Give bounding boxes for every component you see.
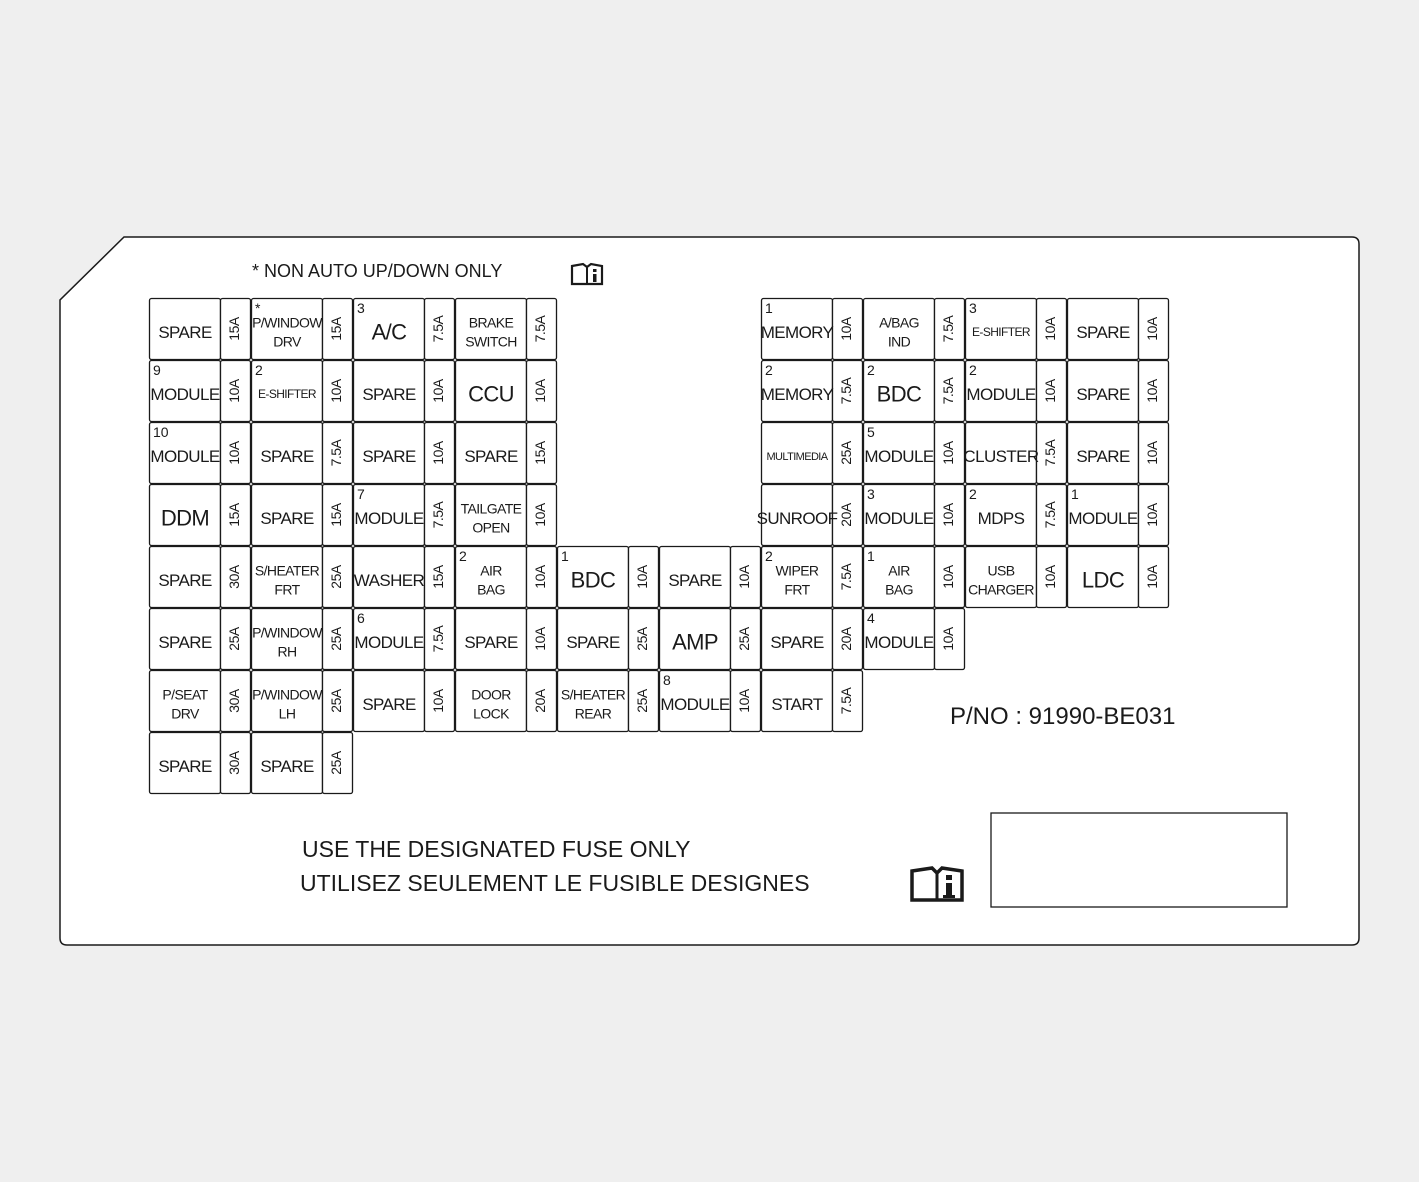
fuse-name-label: S/HEATER — [254, 562, 320, 579]
fuse-amperage-label: 7.5A — [532, 315, 549, 343]
fuse-amperage-label: 25A — [328, 689, 345, 713]
fuse-name-label: SPARE — [260, 756, 314, 776]
fuse-slot — [252, 485, 353, 546]
fuse-name-label: RH — [277, 643, 297, 660]
fuse-slot — [762, 423, 863, 484]
fuse-amperage-label: 20A — [838, 627, 855, 651]
fuse-index-number: 3 — [969, 300, 977, 316]
fuse-index-number: 2 — [969, 362, 977, 378]
fuse-name-label: LOCK — [473, 705, 509, 722]
fuse-index-number: * — [255, 300, 261, 316]
fuse-amperage-label: 25A — [226, 627, 243, 651]
fuse-amperage-label: 25A — [634, 689, 651, 713]
fuse-name-label: BAG — [477, 581, 505, 598]
fuse-name-label: DOOR — [471, 686, 511, 703]
fuse-amperage-label: 20A — [838, 503, 855, 527]
fuse-slot — [558, 671, 659, 732]
fuse-name-label: SPARE — [158, 756, 212, 776]
fuse-name-label: LDC — [1081, 567, 1125, 593]
fuse-slot — [660, 547, 761, 608]
fuse-name-label: AMP — [672, 629, 718, 655]
fuse-amperage-label: 10A — [328, 379, 345, 403]
fuse-name-label: SUNROOF — [756, 508, 838, 528]
fuse-slot — [252, 671, 353, 732]
fuse-slot — [1068, 361, 1169, 422]
fuse-amperage-label: 10A — [430, 441, 447, 465]
fuse-slot — [864, 299, 965, 360]
fuse-index-number: 1 — [1071, 486, 1079, 502]
fuse-amperage-label: 10A — [1144, 565, 1161, 589]
fuse-index-number: 2 — [255, 362, 263, 378]
fuse-name-label: P/SEAT — [162, 686, 208, 703]
fuse-name-label: MEMORY — [760, 322, 834, 342]
fuse-amperage-label: 10A — [940, 565, 957, 589]
fuse-amperage-label: 10A — [1042, 379, 1059, 403]
fuse-amperage-label: 15A — [226, 317, 243, 341]
fuse-slot — [966, 485, 1067, 546]
fuse-name-label: SPARE — [362, 446, 416, 466]
fuse-slot — [456, 423, 557, 484]
part-number: P/NO : 91990-BE031 — [950, 703, 1176, 730]
fuse-slot — [966, 361, 1067, 422]
fuse-amperage-label: 30A — [226, 751, 243, 775]
fuse-index-number: 6 — [357, 610, 365, 626]
fuse-name-label: MODULE — [150, 446, 220, 466]
fuse-name-label: BRAKE — [468, 314, 514, 331]
fuse-name-label: SPARE — [566, 632, 620, 652]
fuse-name-label: A/BAG — [879, 314, 919, 331]
fuse-name-label: BDC — [570, 567, 616, 593]
fuse-slot — [762, 609, 863, 670]
fuse-slot — [456, 485, 557, 546]
fuse-amperage-label: 25A — [736, 627, 753, 651]
fuse-name-label: P/WINDOW — [252, 314, 322, 331]
fuse-name-label: MULTIMEDIA — [766, 450, 828, 463]
fuse-index-number: 4 — [867, 610, 875, 626]
fuse-name-label: SPARE — [158, 632, 212, 652]
fuse-name-label: SPARE — [668, 570, 722, 590]
fuse-name-label: FRT — [784, 581, 810, 598]
fuse-slot — [757, 485, 863, 546]
fuse-amperage-label: 7.5A — [430, 625, 447, 653]
fuse-name-label: SPARE — [1076, 322, 1130, 342]
non-auto-note: * NON AUTO UP/DOWN ONLY — [252, 261, 503, 281]
fuse-name-label: MODULE — [864, 632, 934, 652]
fuse-name-label: E-SHIFTER — [258, 387, 316, 402]
fuse-amperage-label: 10A — [940, 503, 957, 527]
fuse-slot — [252, 547, 353, 608]
fuse-amperage-label: 30A — [226, 565, 243, 589]
fuse-slot — [558, 547, 659, 608]
fuse-name-label: BDC — [876, 381, 922, 407]
fuse-amperage-label: 7.5A — [940, 377, 957, 405]
fuse-amperage-label: 25A — [328, 627, 345, 651]
fuse-name-label: P/WINDOW — [252, 686, 322, 703]
fuse-name-label: AIR — [480, 562, 502, 579]
fuse-amperage-label: 25A — [634, 627, 651, 651]
fuse-name-label: CCU — [468, 381, 514, 407]
fuse-name-label: LH — [278, 705, 296, 722]
fuse-slot — [864, 423, 965, 484]
fuse-name-label: OPEN — [472, 519, 510, 536]
fuse-slot — [761, 299, 863, 360]
fuse-amperage-label: 10A — [1144, 317, 1161, 341]
fuse-slot — [1068, 547, 1169, 608]
fuse-slot — [966, 299, 1067, 360]
fuse-amperage-label: 10A — [532, 627, 549, 651]
fuse-amperage-label: 10A — [1144, 503, 1161, 527]
fuse-amperage-label: 7.5A — [1042, 439, 1059, 467]
fuse-amperage-label: 10A — [532, 503, 549, 527]
fuse-slot — [762, 671, 863, 732]
fuse-amperage-label: 7.5A — [838, 377, 855, 405]
fuse-name-label: P/WINDOW — [252, 624, 322, 641]
fuse-slot — [1068, 299, 1169, 360]
fuse-slot — [150, 361, 251, 422]
fuse-slot — [660, 671, 761, 732]
fuse-name-label: DRV — [171, 705, 199, 722]
fuse-slot — [354, 423, 455, 484]
fuse-amperage-label: 7.5A — [940, 315, 957, 343]
fuse-amperage-label: 10A — [736, 565, 753, 589]
fuse-index-number: 7 — [357, 486, 365, 502]
fuse-amperage-label: 10A — [736, 689, 753, 713]
fuse-name-label: WIPER — [775, 562, 819, 579]
fuse-slot — [456, 361, 557, 422]
fuse-name-label: MODULE — [1068, 508, 1138, 528]
fuse-slot — [456, 671, 557, 732]
fuse-name-label: MDPS — [977, 508, 1025, 528]
fuse-slot — [150, 299, 251, 360]
footer-line-french: UTILISEZ SEULEMENT LE FUSIBLE DESIGNES — [300, 870, 810, 896]
fuse-name-label: REAR — [574, 705, 612, 722]
fuse-amperage-label: 10A — [940, 627, 957, 651]
fuse-name-label: TAILGATE — [460, 500, 522, 517]
fuse-amperage-label: 15A — [430, 565, 447, 589]
fuse-name-label: WASHER — [353, 570, 425, 590]
fuse-amperage-label: 10A — [940, 441, 957, 465]
fuse-index-number: 5 — [867, 424, 875, 440]
fuse-name-label: AIR — [888, 562, 910, 579]
fuse-slot — [150, 671, 251, 732]
fuse-name-label: SPARE — [1076, 446, 1130, 466]
fuse-name-label: E-SHIFTER — [972, 325, 1030, 340]
fuse-amperage-label: 25A — [328, 565, 345, 589]
fuse-amperage-label: 10A — [1042, 565, 1059, 589]
fuse-name-label: SPARE — [260, 508, 314, 528]
fuse-amperage-label: 7.5A — [1042, 501, 1059, 529]
fuse-slot — [963, 423, 1066, 484]
fuse-slot — [864, 547, 965, 608]
fuse-slot — [252, 609, 353, 670]
fuse-amperage-label: 7.5A — [328, 439, 345, 467]
fuse-amperage-label: 10A — [1144, 379, 1161, 403]
fuse-index-number: 3 — [867, 486, 875, 502]
fuse-name-label: CLUSTER — [963, 446, 1039, 466]
fuse-slot — [456, 299, 557, 360]
fuse-name-label: BAG — [885, 581, 913, 598]
fuse-name-label: MODULE — [864, 508, 934, 528]
fuse-name-label: DRV — [273, 333, 301, 350]
fuse-slot — [354, 485, 455, 546]
fuse-slot — [966, 547, 1067, 608]
fuse-slot — [864, 485, 965, 546]
fuse-amperage-label: 20A — [532, 689, 549, 713]
fuse-amperage-label: 7.5A — [838, 563, 855, 591]
fuse-slot — [864, 361, 965, 422]
fuse-amperage-label: 7.5A — [430, 315, 447, 343]
fuse-slot — [150, 733, 251, 794]
fuse-slot — [558, 609, 659, 670]
fuse-slot — [252, 299, 353, 360]
fuse-slot — [150, 485, 251, 546]
fuse-slot — [1068, 485, 1169, 546]
fuse-slot — [354, 361, 455, 422]
fuse-name-label: CHARGER — [968, 581, 1034, 598]
fuse-name-label: MODULE — [354, 632, 424, 652]
fuse-name-label: MODULE — [864, 446, 934, 466]
fuse-index-number: 9 — [153, 362, 161, 378]
fuse-amperage-label: 10A — [1042, 317, 1059, 341]
fuse-slot — [456, 547, 557, 608]
fuse-amperage-label: 15A — [328, 317, 345, 341]
fuse-index-number: 1 — [867, 548, 875, 564]
fuse-slot — [252, 361, 353, 422]
fuse-index-number: 2 — [459, 548, 467, 564]
fuse-name-label: SPARE — [464, 446, 518, 466]
fuse-index-number: 2 — [765, 362, 773, 378]
fuse-amperage-label: 10A — [838, 317, 855, 341]
fuse-index-number: 3 — [357, 300, 365, 316]
fuse-name-label: IND — [887, 333, 911, 350]
fuse-name-label: MODULE — [660, 694, 730, 714]
fuse-slot — [354, 299, 455, 360]
fuse-amperage-label: 7.5A — [838, 687, 855, 715]
fuse-amperage-label: 10A — [634, 565, 651, 589]
fuse-slot — [150, 423, 251, 484]
fuse-slot — [354, 671, 455, 732]
fuse-name-label: MODULE — [354, 508, 424, 528]
fuse-index-number: 1 — [561, 548, 569, 564]
fuse-slot — [660, 609, 761, 670]
fuse-amperage-label: 25A — [328, 751, 345, 775]
fuse-name-label: START — [771, 694, 823, 714]
fuse-slot — [761, 361, 863, 422]
fuse-name-label: SPARE — [362, 694, 416, 714]
fuse-name-label: SPARE — [158, 322, 212, 342]
fuse-amperage-label: 10A — [430, 379, 447, 403]
fuse-amperage-label: 7.5A — [430, 501, 447, 529]
fuse-name-label: SPARE — [770, 632, 824, 652]
fuse-name-label: DDM — [160, 505, 210, 531]
fuse-amperage-label: 10A — [532, 565, 549, 589]
fuse-name-label: FRT — [274, 581, 300, 598]
fuse-slot — [150, 609, 251, 670]
fuse-slot — [762, 547, 863, 608]
fuse-amperage-label: 10A — [1144, 441, 1161, 465]
fuse-name-label: SPARE — [1076, 384, 1130, 404]
fuse-slot — [354, 547, 455, 608]
fuse-index-number: 2 — [765, 548, 773, 564]
fuse-amperage-label: 10A — [532, 379, 549, 403]
fuse-amperage-label: 10A — [226, 441, 243, 465]
fuse-slot — [252, 423, 353, 484]
fuse-name-label: S/HEATER — [560, 686, 626, 703]
fuse-index-number: 10 — [153, 424, 169, 440]
fuse-amperage-label: 15A — [532, 441, 549, 465]
fuse-slot — [456, 609, 557, 670]
fuse-amperage-label: 25A — [838, 441, 855, 465]
fuse-name-label: MODULE — [966, 384, 1036, 404]
fuse-name-label: USB — [987, 562, 1015, 579]
fuse-amperage-label: 10A — [226, 379, 243, 403]
fuse-name-label: SPARE — [158, 570, 212, 590]
fuse-name-label: MEMORY — [760, 384, 834, 404]
fuse-index-number: 1 — [765, 300, 773, 316]
fuse-amperage-label: 30A — [226, 689, 243, 713]
fuse-name-label: SPARE — [260, 446, 314, 466]
fuse-index-number: 2 — [969, 486, 977, 502]
fuse-slot — [1068, 423, 1169, 484]
fuse-name-label: MODULE — [150, 384, 220, 404]
fuse-name-label: SPARE — [464, 632, 518, 652]
fuse-slot — [252, 733, 353, 794]
fuse-slot — [864, 609, 965, 670]
fuse-name-label: SPARE — [362, 384, 416, 404]
fuse-slot — [354, 609, 455, 670]
footer-line-english: USE THE DESIGNATED FUSE ONLY — [302, 836, 691, 862]
fuse-name-label: A/C — [371, 319, 407, 345]
fuse-slot — [150, 547, 251, 608]
fuse-amperage-label: 15A — [226, 503, 243, 527]
fuse-amperage-label: 15A — [328, 503, 345, 527]
fuse-amperage-label: 10A — [430, 689, 447, 713]
fuse-index-number: 2 — [867, 362, 875, 378]
fuse-index-number: 8 — [663, 672, 671, 688]
fuse-name-label: SWITCH — [465, 333, 517, 350]
